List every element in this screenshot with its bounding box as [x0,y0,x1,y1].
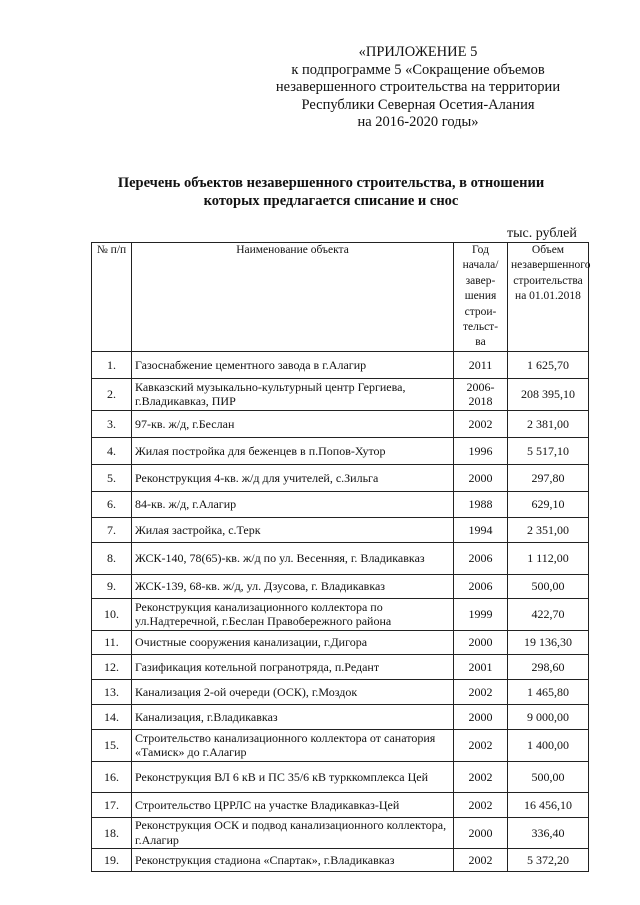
table-row [92,598,589,630]
row-year: 2002 [454,679,508,704]
header-volume: Объем незавершенного строительства на 01.01.2018 [508,243,589,352]
row-year: 2002 [454,410,508,437]
header-year [454,243,508,352]
header-year-line: начала/ [462,259,499,272]
row-name: Реконструкция 4-кв. ж/д для учителей, с.Зильга [132,464,454,491]
header-year-line: Год [472,244,489,256]
row-value: 1 625,70 [508,351,589,378]
row-value: 297,80 [508,464,589,491]
appendix-line: к подпрограмме 5 «Сокращение объемов [291,61,545,78]
row-num: 8. [92,542,132,574]
row-num: 18. [92,817,132,848]
row-name: Канализация 2-ой очереди (ОСК), г.Моздок [132,679,454,704]
appendix-line: на 2016-2020 годы» [357,114,479,131]
row-value: 19 136,30 [508,630,589,654]
row-name: Канализация, г.Владикавказ [132,704,454,729]
row-year: 2002 [454,761,508,792]
header-year-line: тельст- [462,321,499,334]
row-year: 2011 [454,351,508,378]
row-num: 12. [92,654,132,679]
row-year: 1994 [454,517,508,542]
row-name: ЖСК-140, 78(65)-кв. ж/д по ул. Весенняя, г. Владикавказ [132,542,454,574]
row-num: 15. [92,729,132,761]
row-name: Газификация котельной погранотряда, п.Редант [132,654,454,679]
row-num: 16. [92,761,132,792]
header-name: Наименование объекта [132,243,454,352]
row-year: 2002 [454,792,508,817]
row-num: 13. [92,679,132,704]
table-row [92,792,589,817]
header-year-line: завер- [465,274,496,287]
row-num: 4. [92,437,132,464]
table-row [92,630,589,654]
header-num: № п/п [92,243,132,352]
row-value: 422,70 [508,598,589,630]
row-name: Жилая застройка, с.Терк [132,517,454,542]
row-value: 500,00 [508,761,589,792]
title-line-1: Перечень объектов незавершенного строительства, в отношении [117,175,545,191]
row-value: 298,60 [508,654,589,679]
units-label: тыс. рублей [507,226,577,241]
row-name: Газоснабжение цементного завода в г.Алагир [132,351,454,378]
row-num: 11. [92,630,132,654]
row-num: 1. [92,351,132,378]
header-year-line: шения [464,290,497,303]
row-value: 9 000,00 [508,704,589,729]
document-title [96,174,566,210]
appendix-line: незавершенного строительства на территории [275,79,561,96]
row-value: 629,10 [508,491,589,517]
table-row [92,378,589,410]
row-year: 1999 [454,598,508,630]
row-year: 1996 [454,437,508,464]
row-year: 2001 [454,654,508,679]
table-row [92,410,589,437]
table-row [92,574,589,598]
row-value: 2 381,00 [508,410,589,437]
row-num: 19. [92,848,132,871]
appendix-line: Республики Северная Осетия-Алания [301,96,535,113]
row-num: 10. [92,598,132,630]
appendix-line: «ПРИЛОЖЕНИЕ 5 [358,44,478,60]
row-name: Строительство канализационного коллектора от санатория «Тамиск» до г.Алагир [132,729,454,761]
table-row [92,491,589,517]
row-name: Жилая постройка для беженцев в п.Попов-Хутор [132,437,454,464]
row-year: 2006 [454,542,508,574]
row-value: 1 465,80 [508,679,589,704]
table-row [92,654,589,679]
row-year: 2000 [454,630,508,654]
row-num: 7. [92,517,132,542]
appendix-header [268,44,568,132]
objects-table [91,242,589,872]
table-row [92,848,589,871]
row-name: Реконструкция стадиона «Спартак», г.Владикавказ [132,848,454,871]
table-row [92,817,589,848]
row-value: 208 395,10 [508,378,589,410]
row-num: 14. [92,704,132,729]
row-year: 2006-2018 [454,378,508,410]
table-row [92,464,589,491]
row-num: 6. [92,491,132,517]
row-value: 16 456,10 [508,792,589,817]
table-header-row [92,243,589,352]
row-value: 5 372,20 [508,848,589,871]
row-num: 5. [92,464,132,491]
table-row [92,542,589,574]
row-value: 500,00 [508,574,589,598]
row-name: ЖСК-139, 68-кв. ж/д, ул. Дзусова, г. Владикавказ [132,574,454,598]
row-year: 2002 [454,729,508,761]
row-year: 2000 [454,464,508,491]
row-name: 97-кв. ж/д, г.Беслан [132,410,454,437]
row-name: 84-кв. ж/д, г.Алагир [132,491,454,517]
row-value: 336,40 [508,817,589,848]
row-name: Реконструкция ОСК и подвод канализационного коллектора, г.Алагир [132,817,454,848]
row-year: 1988 [454,491,508,517]
table-row [92,761,589,792]
row-name: Реконструкция ВЛ 6 кВ и ПС 35/6 кВ турккомплекса Цей [132,761,454,792]
row-year: 2000 [454,704,508,729]
row-num: 17. [92,792,132,817]
row-name: Реконструкция канализационного коллектора по ул.Надтеречной, г.Беслан Правобережного района [132,598,454,630]
row-value: 1 400,00 [508,729,589,761]
row-num: 2. [92,378,132,410]
table-row [92,679,589,704]
row-year: 2002 [454,848,508,871]
row-num: 3. [92,410,132,437]
row-year: 2000 [454,817,508,848]
table-row [92,729,589,761]
row-num: 9. [92,574,132,598]
title-line-2: которых предлагается списание и снос [203,193,459,209]
table-row [92,351,589,378]
table-row [92,517,589,542]
row-name: Строительство ЦРРЛС на участке Владикавказ-Цей [132,792,454,817]
row-value: 1 112,00 [508,542,589,574]
row-value: 5 517,10 [508,437,589,464]
row-name: Очистные сооружения канализации, г.Дигора [132,630,454,654]
header-year-line: ва [475,336,486,349]
table-row [92,437,589,464]
row-value: 2 351,00 [508,517,589,542]
table-row [92,704,589,729]
header-year-line: строи- [464,305,497,318]
row-year: 2006 [454,574,508,598]
row-name: Кавказский музыкально-культурный центр Гергиева, г.Владикавказ, ПИР [132,378,454,410]
